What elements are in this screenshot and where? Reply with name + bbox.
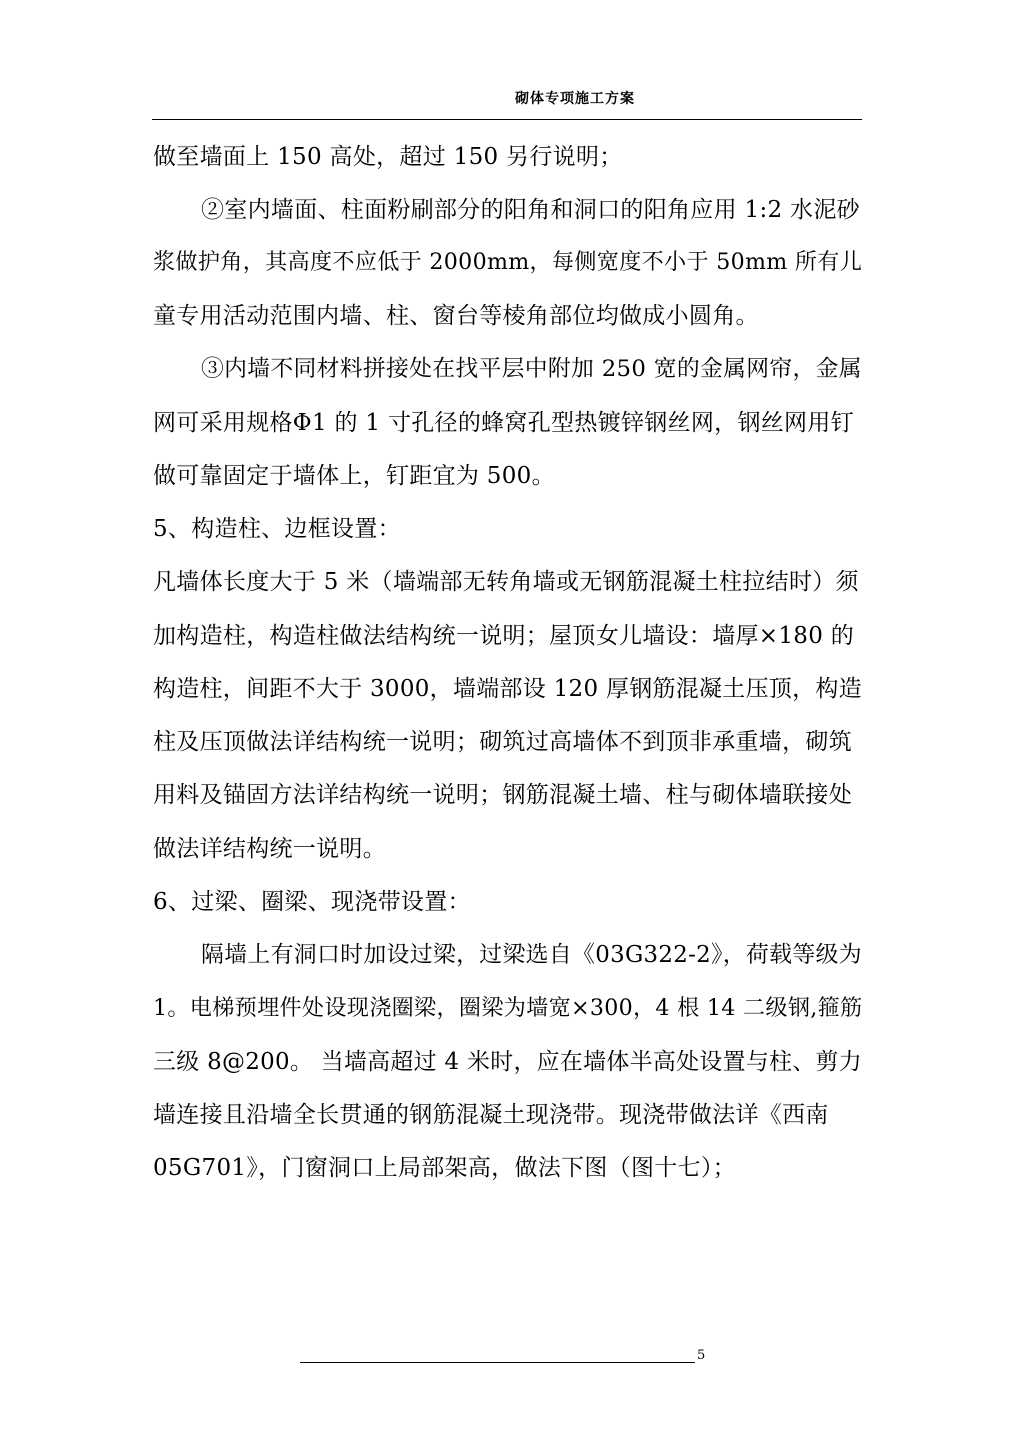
text-line: 做法详结构统一说明。 bbox=[153, 836, 386, 862]
text-line: 做可靠固定于墙体上，钉距宜为 500。 bbox=[153, 463, 555, 489]
section-heading: 5、构造柱、边框设置： bbox=[153, 516, 401, 542]
text-line: ③内墙不同材料拼接处在找平层中附加 250 宽的金属网帘，金属 bbox=[201, 356, 862, 382]
text-line: 三级 8@200。 当墙高超过 4 米时，应在墙体半高处设置与柱、剪力 bbox=[153, 1049, 863, 1075]
text-line: 浆做护角，其高度不应低于 2000mm，每侧宽度不小于 50mm 所有儿 bbox=[153, 249, 863, 275]
text-line: 加构造柱，构造柱做法结构统一说明；屋顶女儿墙设：墙厚×180 的 bbox=[153, 623, 855, 649]
text-line: 做至墙面上 150 高处，超过 150 另行说明； bbox=[153, 144, 623, 170]
text-line: 童专用活动范围内墙、柱、窗台等棱角部位均做成小圆角。 bbox=[153, 303, 759, 329]
text-line: 1。电梯预埋件处设现浇圈梁，圈梁为墙宽×300，4 根 14 二级钢,箍筋 bbox=[153, 995, 863, 1021]
section-heading: 6、过梁、圈梁、现浇带设置： bbox=[153, 889, 471, 915]
text-line: 05G701》，门窗洞口上局部架高，做法下图（图十七）； bbox=[153, 1155, 736, 1181]
header-title: 砌体专项施工方案 bbox=[515, 91, 635, 107]
header-rule bbox=[152, 119, 862, 120]
text-line: ②室内墙面、柱面粉刷部分的阳角和洞口的阳角应用 1:2 水泥砂 bbox=[201, 197, 860, 223]
text-line: 墙连接且沿墙全长贯通的钢筋混凝土现浇带。现浇带做法详《西南 bbox=[153, 1102, 829, 1128]
text-line: 用料及锚固方法详结构统一说明；钢筋混凝土墙、柱与砌体墙联接处 bbox=[153, 782, 852, 808]
footer-rule bbox=[300, 1362, 695, 1363]
page-number: 5 bbox=[697, 1348, 706, 1363]
text-line: 柱及压顶做法详结构统一说明；砌筑过高墙体不到顶非承重墙，砌筑 bbox=[153, 729, 852, 755]
text-line: 网可采用规格Φ1 的 1 寸孔径的蜂窝孔型热镀锌钢丝网，钢丝网用钉 bbox=[153, 410, 854, 436]
text-line: 凡墙体长度大于 5 米（墙端部无转角墙或无钢筋混凝土柱拉结时）须 bbox=[153, 569, 859, 595]
text-line: 隔墙上有洞口时加设过梁，过梁选自《03G322-2》，荷载等级为 bbox=[201, 942, 862, 968]
text-line: 构造柱，间距不大于 3000，墙端部设 120 厚钢筋混凝土压顶，构造 bbox=[153, 676, 862, 702]
